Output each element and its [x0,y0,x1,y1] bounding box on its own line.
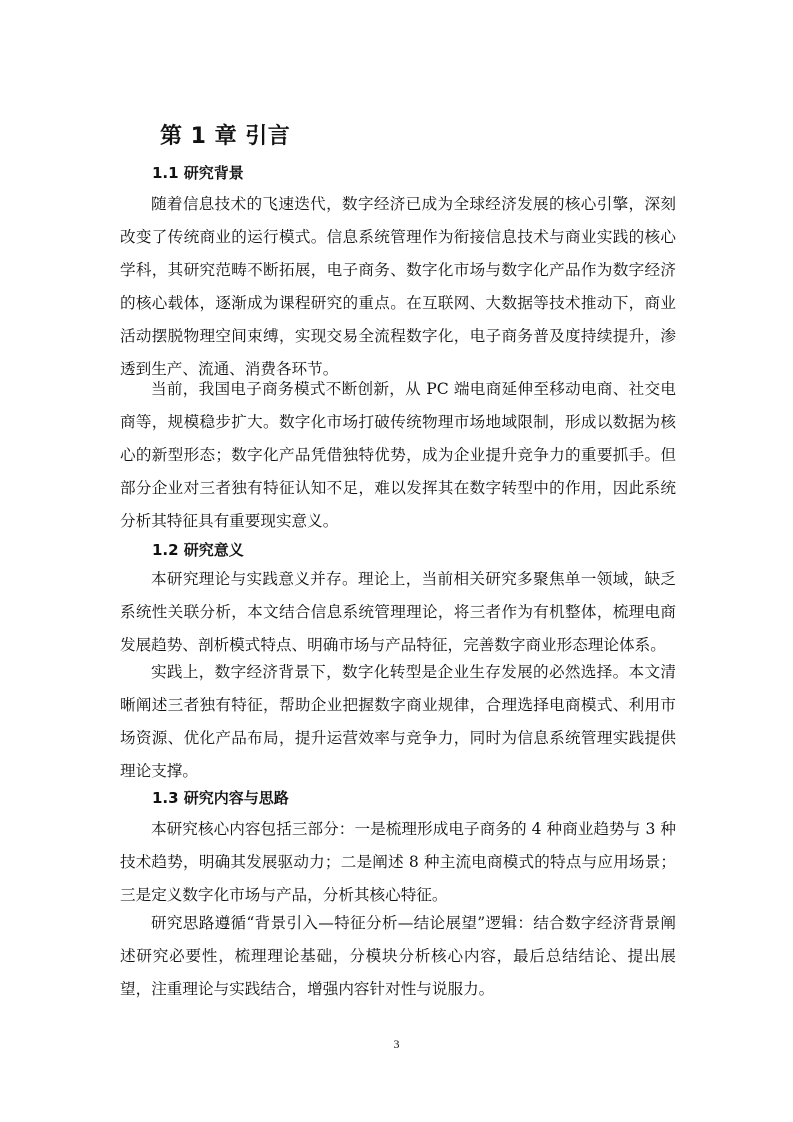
paragraph-background-1: 随着信息技术的飞速迭代，数字经济已成为全球经济发展的核心引擎，深刻改变了传统商业的运行模式。信息系统管理作为衔接信息技术与商业实践的核心学科，其研究范畴不断拓展，电子商务、数字化市场与数字化产品作为数字经济的核心载体，逐渐成为课程研究的重点。在互联网、大数据等技术推动下，商业活动摆脱物理空间束缚，实现交易全流程数字化，电子商务普及度持续提升，渗透到生产、流通、消费各环节。 [120,195,676,378]
page-number: 3 [393,1037,400,1051]
paragraph-content-1: 本研究核心内容包括三部分：一是梳理形成电子商务的 4 种商业趋势与 3 种技术趋势，明确其发展驱动力；二是阐述 8 种主流电商模式的特点与应用场景；三是定义数字化市场与产品，分析其核心特征。 [120,820,676,904]
paragraph-content-2: 研究思路遵循“背景引入—特征分析—结论展望”逻辑：结合数字经济背景阐述研究必要性，梳理理论基础，分模块分析核心内容，最后总结结论、提出展望，注重理论与实践结合，增强内容针对性与说服力。 [120,914,676,998]
section-heading-background: 1.1 研究背景 [152,164,244,182]
paragraph-background-2: 当前，我国电子商务模式不断创新，从 PC 端电商延伸至移动电商、社交电商等，规模稳步扩大。数字化市场打破传统物理市场地域限制，形成以数据为核心的新型形态；数字化产品凭借独特优势，成为企业提升竞争力的重要抓手。但部分企业对三者独有特征认知不足，难以发挥其在数字转型中的作用，因此系统分析其特征具有重要现实意义。 [120,380,676,530]
paragraph-significance-1: 本研究理论与实践意义并存。理论上，当前相关研究多聚焦单一领域，缺乏系统性关联分析，本文结合信息系统管理理论，将三者作为有机整体，梳理电商发展趋势、剖析模式特点、明确市场与产品特征，完善数字商业形态理论体系。 [120,570,676,654]
section-heading-content: 1.3 研究内容与思路 [152,789,289,807]
section-heading-significance: 1.2 研究意义 [152,541,244,559]
paragraph-significance-2: 实践上，数字经济背景下，数字化转型是企业生存发展的必然选择。本文清晰阐述三者独有特征，帮助企业把握数字商业规律，合理选择电商模式、利用市场资源、优化产品布局，提升运营效率与竞争力，同时为信息系统管理实践提供理论支撑。 [120,663,676,780]
chapter-title: 第 1 章 引言 [160,124,291,149]
